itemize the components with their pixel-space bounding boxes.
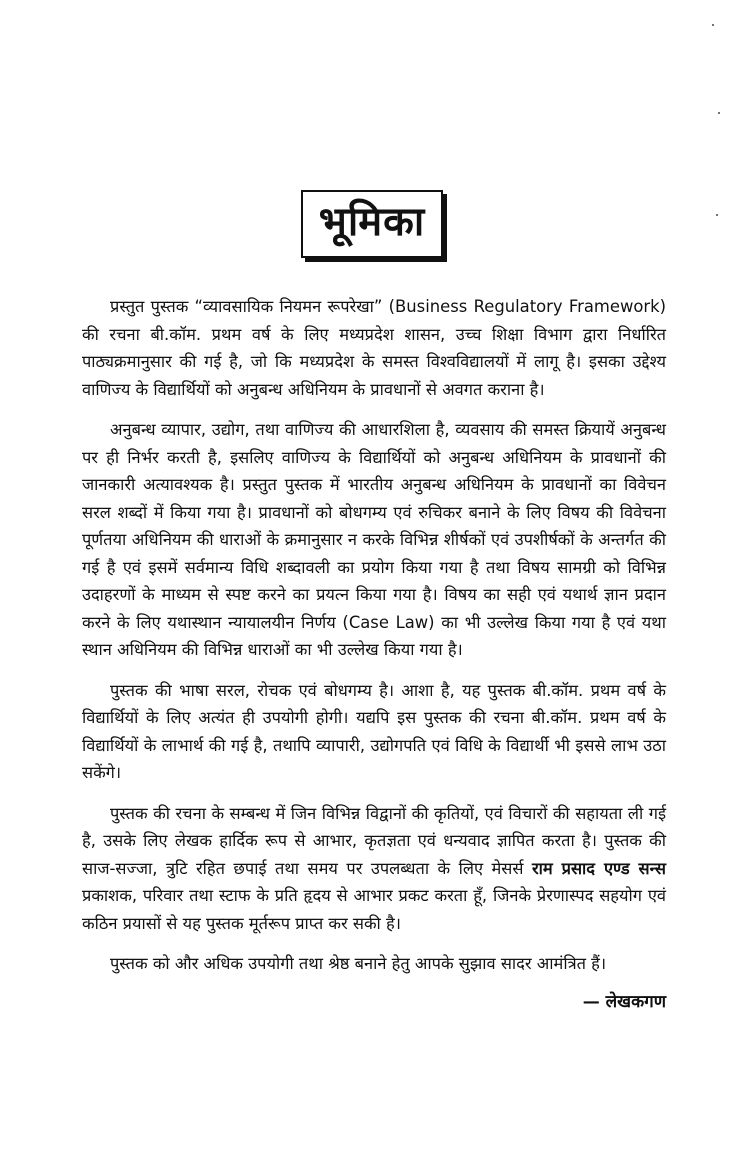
paragraph-acknowledgement [82, 800, 666, 938]
scan-speck [712, 24, 714, 26]
paragraph-language [82, 677, 666, 787]
publisher-name: राम प्रसाद एण्ड सन्स [531, 858, 666, 878]
paragraph-contract [82, 416, 666, 664]
paragraph-text: पुस्तक को और अधिक उपयोगी तथा श्रेष्ठ बनाने हेतु आपके सुझाव सादर आमंत्रित हैं। [110, 954, 607, 973]
scan-speck [716, 214, 718, 216]
paragraph-text: अनुबन्ध व्यापार, उद्योग, तथा वाणिज्य की आधारशिला है, व्यवसाय की समस्त क्रियायें अनुबन्ध पर ही निर्भर करती है, इसलिए वाणिज्य के विद्यार्थियों को अनुबन्ध अधिनियम के प्रावधानों की जानकारी अत्यावश्यक है। प्रस्तुत पुस्तक में भारतीय अनुबन्ध अधिनियम के प्रावधानों का विवेचन सरल शब्दों में किया गया है। प्रावधानों को बोधगम्य एवं रुचिकर बनाने के लिए विषय की विवेचना पूर्णतया अधिनियम की धाराओं के क्रमानुसार न करके विभिन्न शीर्षकों एवं उपशीर्षकों के अन्तर्गत की गई है एवं इसमें सर्वमान्य विधि शब्दावली का प्रयोग किया गया है तथा विषय सामग्री को विभिन्न उदाहरणों के माध्यम से स्पष्ट करने का प्रयत्न किया गया है। विषय का सही एवं यथार्थ ज्ञान प्रदान करने के लिए यथास्थान न्यायालयीन निर्णय (Case Law) का भी उल्लेख किया गया है एवं यथा स्थान अधिनियम की विभिन्न धाराओं का भी उल्लेख किया गया है। [82, 420, 666, 659]
title-wrapper [0, 190, 744, 258]
page-title: भूमिका [301, 190, 443, 258]
paragraph-text: प्रस्तुत पुस्तक “व्यावसायिक नियमन रूपरेखा” (Business Regulatory Framework) की रचना बी.कॉम. प्रथम वर्ष के लिए मध्यप्रदेश शासन, उच्च शिक्षा विभाग द्वारा निर्धारित पाठ्यक्रमानुसार की गई है, जो कि मध्यप्रदेश के समस्त विश्वविद्यालयों में लागू है। इसका उद्देश्य वाणिज्य के विद्यार्थियों को अनुबन्ध अधिनियम के प्रावधानों से अवगत कराना है। [82, 297, 666, 399]
preface-body [82, 293, 666, 991]
paragraph-text: पुस्तक की रचना के सम्बन्ध में जिन विभिन्न विद्वानों की कृतियों, एवं विचारों की सहायता ली गई है, उसके लिए लेखक हार्दिक रूप से आभार, कृतज्ञता एवं धन्यवाद ज्ञापित करता है। पुस्तक की साज-सज्जा, त्रुटि रहित छपाई तथा समय पर उपलब्धता के लिए मेसर्स [82, 803, 666, 878]
paragraph-text: पुस्तक की भाषा सरल, रोचक एवं बोधगम्य है। आशा है, यह पुस्तक बी.कॉम. प्रथम वर्ष के विद्यार्थियों के लिए अत्यंत ही उपयोगी होगी। यद्यपि इस पुस्तक की रचना बी.कॉम. प्रथम वर्ष के विद्यार्थियों के लाभार्थ की गई है, तथापि व्यापारी, उद्योगपति एवं विधि के विद्यार्थी भी इससे लाभ उठा सकेंगे। [82, 680, 666, 782]
author-signature: — लेखकगण [582, 992, 666, 1012]
paragraph-intro [82, 293, 666, 403]
paragraph-suggestions [82, 950, 666, 978]
paragraph-text-continued: प्रकाशक, परिवार तथा स्टाफ के प्रति हृदय से आभार प्रकट करता हूँ, जिनके प्रेरणास्पद सहयोग एवं कठिन प्रयासों से यह पुस्तक मूर्तरूप प्राप्त कर सकी है। [82, 886, 666, 933]
scan-speck [718, 112, 720, 114]
